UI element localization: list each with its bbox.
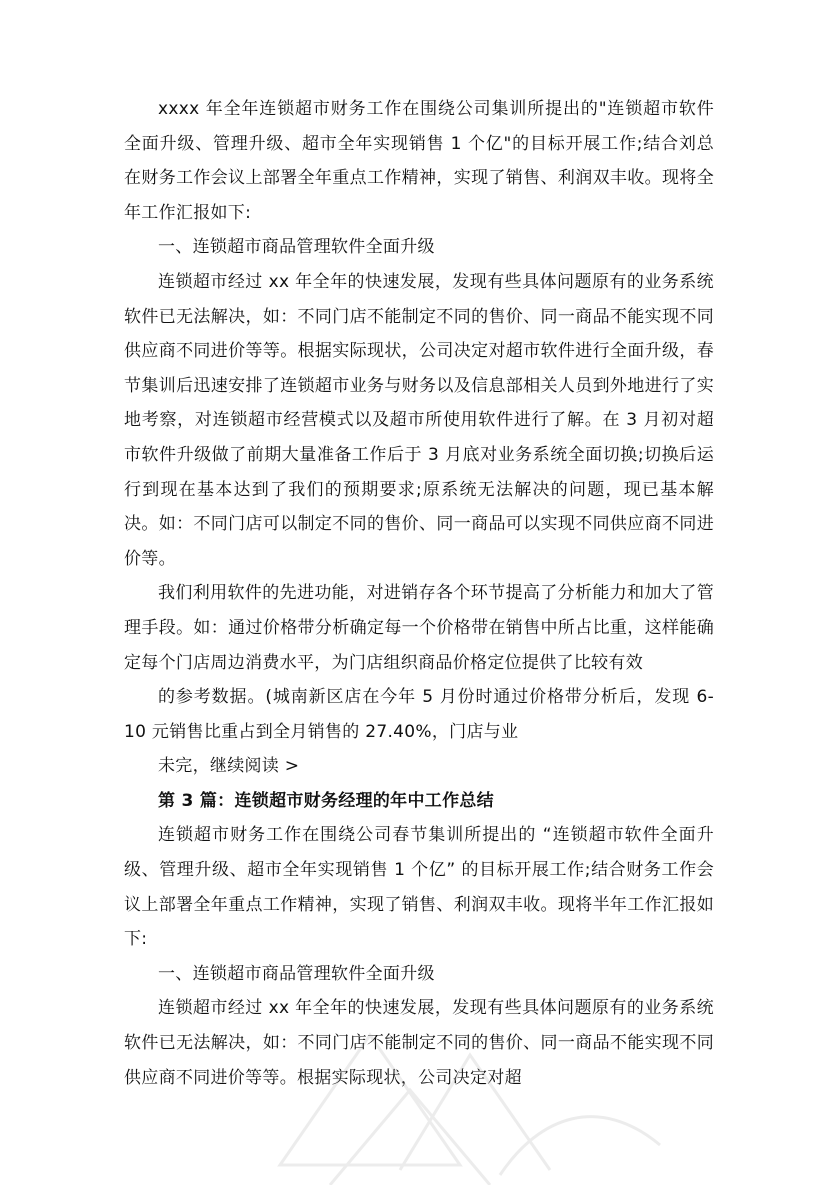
body-paragraph-analysis: 我们利用软件的先进功能，对进销存各个环节提高了分析能力和加大了管理手段。如：通过价格带分析确定每一个价格带在销售中所占比重，这样能确定每个门店周边消费水平，为门店组织商品价格定位提供了比较有效 bbox=[124, 583, 714, 673]
article-3-body-paragraph: 连锁超市经过 xx 年全年的快速发展，发现有些具体问题原有的业务系统软件已无法解决，如：不同门店不能制定不同的售价、同一商品不能实现不同供应商不同进价等等。根据实际现状，公司决定对超 bbox=[124, 998, 714, 1088]
article-3-section-heading: 一、连锁超市商品管理软件全面升级 bbox=[158, 963, 435, 984]
article-3-title: 第 3 篇：连锁超市财务经理的年中工作总结 bbox=[158, 790, 494, 811]
body-paragraph-reference-data: 的参考数据。(城南新区店在今年 5 月份时通过价格带分析后，发现 6-10 元销售比重占到全月销售的 27.40%，门店与业 bbox=[124, 687, 714, 742]
watermark-logo-icon bbox=[250, 995, 680, 1185]
document-body bbox=[124, 92, 714, 1095]
article-3-intro-paragraph: 连锁超市财务工作在围绕公司春节集训所提出的 “连锁超市软件全面升级、管理升级、超市全年实现销售 1 个亿” 的目标开展工作;结合财务工作会议上部署全年重点工作精神，实现了销售、利润双丰收。现将半年工作汇报如下: bbox=[124, 825, 714, 950]
section-heading-software-upgrade: 一、连锁超市商品管理软件全面升级 bbox=[158, 237, 435, 258]
intro-paragraph: xxxx 年全年连锁超市财务工作在围绕公司集训所提出的"连锁超市软件全面升级、管理升级、超市全年实现销售 1 个亿"的目标开展工作;结合刘总在财务工作会议上部署全年重点工作精神，实现了销售、利润双丰收。现将全年工作汇报如下: bbox=[124, 99, 714, 223]
body-paragraph-upgrade: 连锁超市经过 xx 年全年的快速发展，发现有些具体问题原有的业务系统软件已无法解决，如：不同门店不能制定不同的售价、同一商品不能实现不同供应商不同进价等等。根据实际现状，公司决定对超市软件进行全面升级，春节集训后迅速安排了连锁超市业务与财务以及信息部相关人员到外地进行了实地考察，对连锁超市经营模式以及超市所使用软件进行了解。在 3 月初对超市软件升级做了前期大量准备工作后于 3 月底对业务系统全面切换;切换后运行到现在基本达到了我们的预期要求;原系统无法解决的问题，现已基本解决。如：不同门店可以制定不同的售价、同一商品可以实现不同供应商不同进价等。 bbox=[124, 271, 714, 569]
continue-reading-link[interactable]: 未完，继续阅读 > bbox=[158, 756, 300, 777]
